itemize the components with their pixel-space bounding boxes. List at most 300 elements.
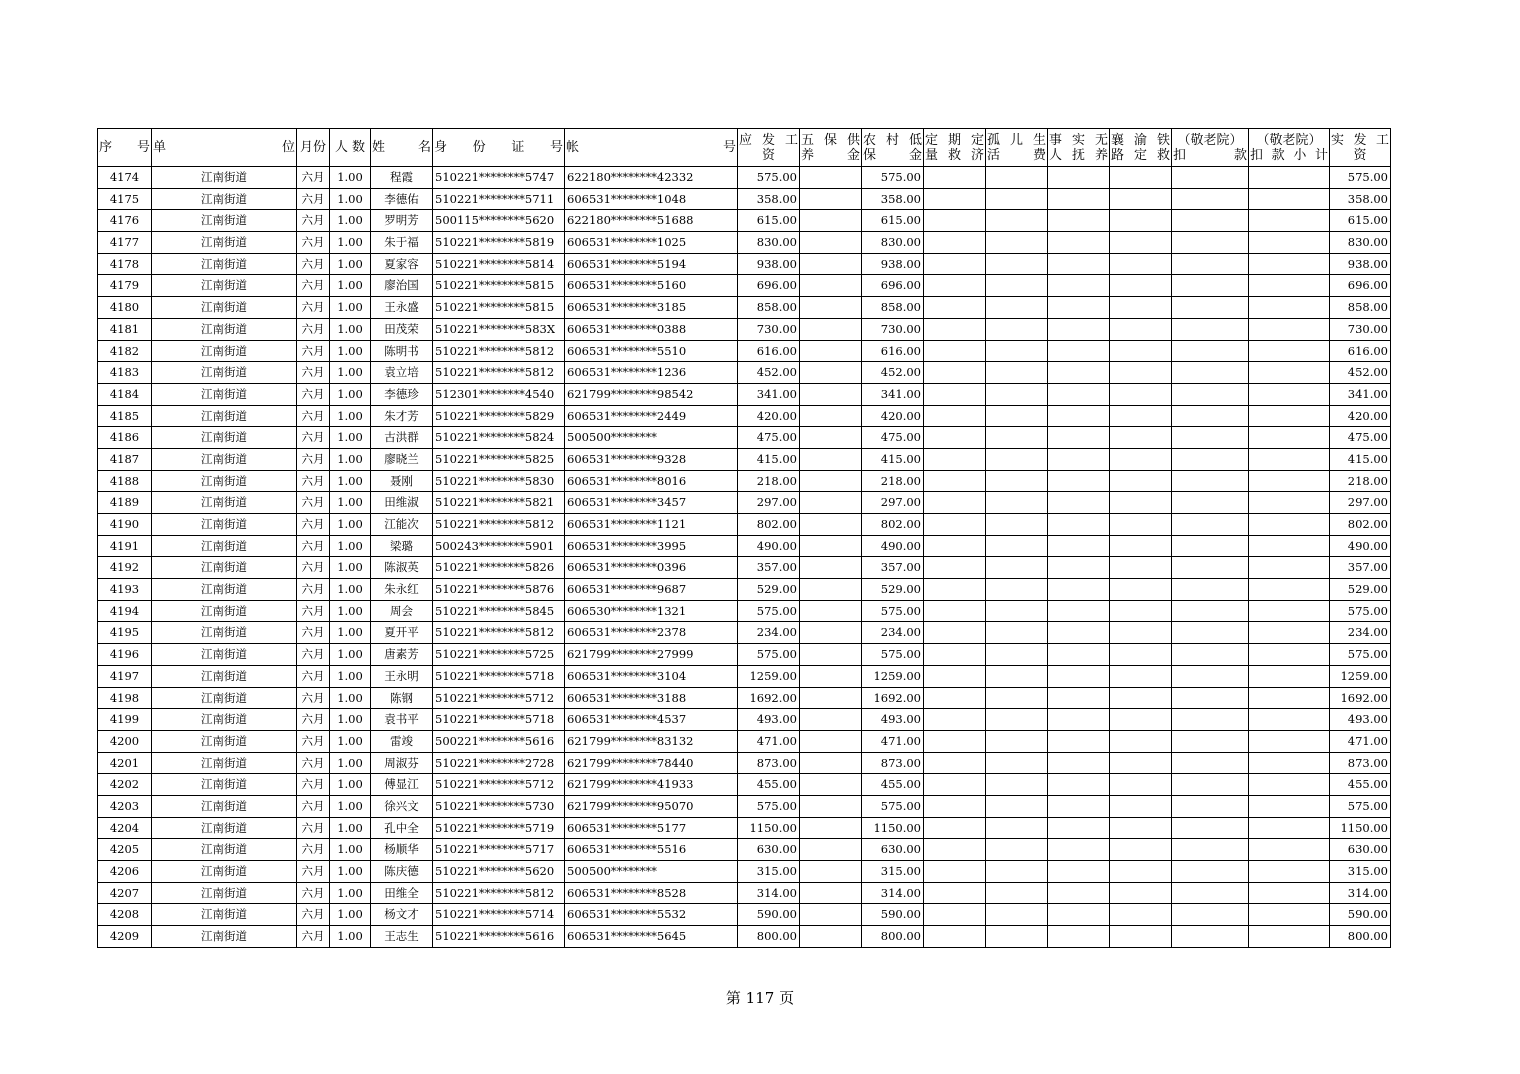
cell-xiangyu <box>1110 492 1172 514</box>
cell-shishi <box>1048 362 1110 384</box>
cell-should-pay: 575.00 <box>738 167 800 189</box>
cell-id: 510221********5814 <box>433 253 565 275</box>
cell-dibao: 800.00 <box>862 926 924 948</box>
cell-xiangyu <box>1110 535 1172 557</box>
cell-count: 1.00 <box>330 709 371 731</box>
cell-should-pay: 873.00 <box>738 752 800 774</box>
cell-jinglaoyuan-deduct <box>1172 557 1249 579</box>
cell-jinglaoyuan-subtotal <box>1249 882 1330 904</box>
table-row <box>98 405 1391 427</box>
cell-actual-pay: 218.00 <box>1330 470 1391 492</box>
cell-guer <box>986 926 1048 948</box>
cell-jinglaoyuan-subtotal <box>1249 600 1330 622</box>
cell-actual-pay: 630.00 <box>1330 839 1391 861</box>
cell-account: 621799********41933 <box>565 774 738 796</box>
table-row <box>98 579 1391 601</box>
cell-jinglaoyuan-subtotal <box>1249 817 1330 839</box>
cell-shishi <box>1048 579 1110 601</box>
cell-id: 510221********5747 <box>433 167 565 189</box>
cell-guer <box>986 362 1048 384</box>
cell-shishi <box>1048 665 1110 687</box>
cell-id: 510221********5812 <box>433 362 565 384</box>
cell-unit: 江南街道 <box>152 622 297 644</box>
cell-jinglaoyuan-subtotal <box>1249 470 1330 492</box>
cell-shishi <box>1048 752 1110 774</box>
cell-seq: 4193 <box>98 579 152 601</box>
cell-dingliang <box>924 644 986 666</box>
cell-wubao <box>800 579 862 601</box>
cell-jinglaoyuan-subtotal <box>1249 774 1330 796</box>
cell-seq: 4187 <box>98 448 152 470</box>
cell-id: 510221********5714 <box>433 904 565 926</box>
cell-month: 六月 <box>297 297 330 319</box>
cell-xiangyu <box>1110 405 1172 427</box>
table-row <box>98 752 1391 774</box>
cell-month: 六月 <box>297 687 330 709</box>
col-header-wubao: 五 保 供 养 金 <box>800 129 862 167</box>
cell-should-pay: 1150.00 <box>738 817 800 839</box>
cell-unit: 江南街道 <box>152 926 297 948</box>
cell-unit: 江南街道 <box>152 297 297 319</box>
cell-count: 1.00 <box>330 210 371 232</box>
cell-seq: 4191 <box>98 535 152 557</box>
cell-jinglaoyuan-deduct <box>1172 275 1249 297</box>
cell-count: 1.00 <box>330 926 371 948</box>
cell-count: 1.00 <box>330 644 371 666</box>
cell-wubao <box>800 210 862 232</box>
cell-guer <box>986 210 1048 232</box>
cell-should-pay: 358.00 <box>738 188 800 210</box>
cell-dibao: 575.00 <box>862 600 924 622</box>
cell-guer <box>986 709 1048 731</box>
cell-count: 1.00 <box>330 622 371 644</box>
cell-guer <box>986 579 1048 601</box>
cell-wubao <box>800 362 862 384</box>
cell-month: 六月 <box>297 557 330 579</box>
cell-unit: 江南街道 <box>152 861 297 883</box>
cell-jinglaoyuan-deduct <box>1172 600 1249 622</box>
cell-dibao: 802.00 <box>862 514 924 536</box>
cell-shishi <box>1048 210 1110 232</box>
cell-shishi <box>1048 557 1110 579</box>
cell-xiangyu <box>1110 904 1172 926</box>
cell-wubao <box>800 644 862 666</box>
cell-name: 杨顺华 <box>371 839 433 861</box>
cell-wubao <box>800 340 862 362</box>
cell-name: 陈庆德 <box>371 861 433 883</box>
cell-shishi <box>1048 861 1110 883</box>
cell-unit: 江南街道 <box>152 188 297 210</box>
cell-month: 六月 <box>297 340 330 362</box>
cell-name: 陈明书 <box>371 340 433 362</box>
cell-id: 510221********5718 <box>433 665 565 687</box>
cell-jinglaoyuan-subtotal <box>1249 535 1330 557</box>
cell-month: 六月 <box>297 470 330 492</box>
cell-guer <box>986 470 1048 492</box>
cell-dibao: 590.00 <box>862 904 924 926</box>
cell-account: 606531********5532 <box>565 904 738 926</box>
cell-should-pay: 341.00 <box>738 383 800 405</box>
cell-id: 510221********5711 <box>433 188 565 210</box>
cell-jinglaoyuan-deduct <box>1172 687 1249 709</box>
cell-month: 六月 <box>297 817 330 839</box>
table-row <box>98 795 1391 817</box>
cell-name: 李德佑 <box>371 188 433 210</box>
col-header-should-pay: 应 发 工 资 <box>738 129 800 167</box>
cell-should-pay: 234.00 <box>738 622 800 644</box>
cell-should-pay: 802.00 <box>738 514 800 536</box>
cell-should-pay: 452.00 <box>738 362 800 384</box>
cell-month: 六月 <box>297 579 330 601</box>
cell-month: 六月 <box>297 232 330 254</box>
cell-wubao <box>800 600 862 622</box>
cell-xiangyu <box>1110 861 1172 883</box>
cell-jinglaoyuan-subtotal <box>1249 448 1330 470</box>
cell-actual-pay: 575.00 <box>1330 644 1391 666</box>
cell-jinglaoyuan-deduct <box>1172 795 1249 817</box>
cell-should-pay: 615.00 <box>738 210 800 232</box>
cell-dibao: 830.00 <box>862 232 924 254</box>
cell-seq: 4174 <box>98 167 152 189</box>
cell-guer <box>986 405 1048 427</box>
cell-guer <box>986 535 1048 557</box>
cell-dibao: 358.00 <box>862 188 924 210</box>
cell-actual-pay: 830.00 <box>1330 232 1391 254</box>
cell-count: 1.00 <box>330 839 371 861</box>
cell-name: 傅显江 <box>371 774 433 796</box>
cell-name: 田维淑 <box>371 492 433 514</box>
table-row <box>98 383 1391 405</box>
cell-account: 500500******** <box>565 427 738 449</box>
cell-guer <box>986 557 1048 579</box>
cell-jinglaoyuan-subtotal <box>1249 318 1330 340</box>
cell-id: 510221********5824 <box>433 427 565 449</box>
cell-xiangyu <box>1110 752 1172 774</box>
cell-shishi <box>1048 492 1110 514</box>
col-header-account: 帐 号 <box>565 129 738 167</box>
cell-jinglaoyuan-subtotal <box>1249 362 1330 384</box>
cell-guer <box>986 730 1048 752</box>
cell-xiangyu <box>1110 318 1172 340</box>
cell-guer <box>986 622 1048 644</box>
cell-month: 六月 <box>297 405 330 427</box>
cell-should-pay: 938.00 <box>738 253 800 275</box>
table-row <box>98 861 1391 883</box>
cell-account: 500500******** <box>565 861 738 883</box>
cell-count: 1.00 <box>330 318 371 340</box>
cell-guer <box>986 514 1048 536</box>
cell-month: 六月 <box>297 622 330 644</box>
cell-dibao: 575.00 <box>862 644 924 666</box>
cell-dingliang <box>924 579 986 601</box>
cell-shishi <box>1048 383 1110 405</box>
cell-dingliang <box>924 188 986 210</box>
cell-name: 夏家容 <box>371 253 433 275</box>
cell-shishi <box>1048 535 1110 557</box>
cell-xiangyu <box>1110 448 1172 470</box>
cell-account: 622180********42332 <box>565 167 738 189</box>
cell-wubao <box>800 687 862 709</box>
cell-guer <box>986 665 1048 687</box>
cell-count: 1.00 <box>330 730 371 752</box>
col-header-dibao: 农 村 低 保 金 <box>862 129 924 167</box>
cell-jinglaoyuan-subtotal <box>1249 275 1330 297</box>
cell-id: 510221********5620 <box>433 861 565 883</box>
cell-count: 1.00 <box>330 188 371 210</box>
cell-dibao: 575.00 <box>862 795 924 817</box>
cell-xiangyu <box>1110 709 1172 731</box>
cell-jinglaoyuan-deduct <box>1172 861 1249 883</box>
cell-guer <box>986 340 1048 362</box>
cell-unit: 江南街道 <box>152 210 297 232</box>
cell-xiangyu <box>1110 340 1172 362</box>
cell-name: 袁立培 <box>371 362 433 384</box>
cell-guer <box>986 253 1048 275</box>
cell-id: 510221********5725 <box>433 644 565 666</box>
cell-account: 621799********27999 <box>565 644 738 666</box>
cell-jinglaoyuan-deduct <box>1172 318 1249 340</box>
cell-shishi <box>1048 448 1110 470</box>
cell-id: 510221********5812 <box>433 340 565 362</box>
col-header-name: 姓 名 <box>371 129 433 167</box>
cell-dingliang <box>924 817 986 839</box>
cell-name: 廖晓兰 <box>371 448 433 470</box>
cell-name: 田维全 <box>371 882 433 904</box>
cell-account: 606531********5160 <box>565 275 738 297</box>
page-number: 第 117 页 <box>725 989 795 1007</box>
cell-dibao: 1150.00 <box>862 817 924 839</box>
cell-jinglaoyuan-deduct <box>1172 926 1249 948</box>
cell-account: 606531********2378 <box>565 622 738 644</box>
cell-unit: 江南街道 <box>152 514 297 536</box>
cell-actual-pay: 858.00 <box>1330 297 1391 319</box>
cell-name: 周淑芬 <box>371 752 433 774</box>
cell-name: 雷竣 <box>371 730 433 752</box>
table-row <box>98 557 1391 579</box>
cell-dibao: 297.00 <box>862 492 924 514</box>
cell-wubao <box>800 665 862 687</box>
cell-guer <box>986 861 1048 883</box>
cell-count: 1.00 <box>330 795 371 817</box>
cell-account: 606531********1236 <box>565 362 738 384</box>
cell-dibao: 415.00 <box>862 448 924 470</box>
cell-shishi <box>1048 275 1110 297</box>
cell-seq: 4206 <box>98 861 152 883</box>
cell-wubao <box>800 709 862 731</box>
cell-should-pay: 420.00 <box>738 405 800 427</box>
header-row <box>98 129 1391 167</box>
cell-xiangyu <box>1110 839 1172 861</box>
table-row <box>98 882 1391 904</box>
cell-jinglaoyuan-subtotal <box>1249 383 1330 405</box>
cell-id: 510221********5815 <box>433 297 565 319</box>
cell-actual-pay: 730.00 <box>1330 318 1391 340</box>
col-header-id: 身 份 证 号 <box>433 129 565 167</box>
cell-xiangyu <box>1110 188 1172 210</box>
table-row <box>98 232 1391 254</box>
cell-name: 罗明芳 <box>371 210 433 232</box>
cell-account: 606531********9328 <box>565 448 738 470</box>
cell-account: 606531********8528 <box>565 882 738 904</box>
cell-name: 王志生 <box>371 926 433 948</box>
cell-seq: 4202 <box>98 774 152 796</box>
cell-jinglaoyuan-deduct <box>1172 188 1249 210</box>
cell-dingliang <box>924 210 986 232</box>
cell-shishi <box>1048 687 1110 709</box>
cell-dingliang <box>924 448 986 470</box>
cell-count: 1.00 <box>330 167 371 189</box>
cell-id: 510221********5712 <box>433 687 565 709</box>
cell-jinglaoyuan-subtotal <box>1249 904 1330 926</box>
cell-guer <box>986 383 1048 405</box>
cell-dingliang <box>924 665 986 687</box>
table-row <box>98 622 1391 644</box>
col-header-month: 月份 <box>297 129 330 167</box>
cell-shishi <box>1048 514 1110 536</box>
cell-month: 六月 <box>297 210 330 232</box>
cell-month: 六月 <box>297 861 330 883</box>
cell-shishi <box>1048 926 1110 948</box>
cell-id: 500115********5620 <box>433 210 565 232</box>
cell-wubao <box>800 427 862 449</box>
cell-count: 1.00 <box>330 427 371 449</box>
cell-should-pay: 490.00 <box>738 535 800 557</box>
cell-actual-pay: 873.00 <box>1330 752 1391 774</box>
cell-month: 六月 <box>297 752 330 774</box>
cell-xiangyu <box>1110 817 1172 839</box>
cell-month: 六月 <box>297 362 330 384</box>
cell-actual-pay: 616.00 <box>1330 340 1391 362</box>
cell-dingliang <box>924 340 986 362</box>
cell-count: 1.00 <box>330 665 371 687</box>
table-row <box>98 730 1391 752</box>
cell-actual-pay: 800.00 <box>1330 926 1391 948</box>
cell-count: 1.00 <box>330 882 371 904</box>
cell-wubao <box>800 492 862 514</box>
cell-wubao <box>800 904 862 926</box>
cell-seq: 4192 <box>98 557 152 579</box>
cell-wubao <box>800 232 862 254</box>
cell-dingliang <box>924 383 986 405</box>
cell-should-pay: 493.00 <box>738 709 800 731</box>
cell-wubao <box>800 514 862 536</box>
cell-jinglaoyuan-deduct <box>1172 492 1249 514</box>
cell-account: 606531********5177 <box>565 817 738 839</box>
cell-account: 621799********83132 <box>565 730 738 752</box>
cell-wubao <box>800 622 862 644</box>
cell-count: 1.00 <box>330 232 371 254</box>
cell-dibao: 341.00 <box>862 383 924 405</box>
cell-should-pay: 575.00 <box>738 795 800 817</box>
cell-guer <box>986 188 1048 210</box>
cell-actual-pay: 315.00 <box>1330 861 1391 883</box>
cell-id: 512301********4540 <box>433 383 565 405</box>
cell-jinglaoyuan-deduct <box>1172 383 1249 405</box>
cell-id: 510221********5718 <box>433 709 565 731</box>
cell-shishi <box>1048 405 1110 427</box>
cell-id: 510221********5730 <box>433 795 565 817</box>
cell-shishi <box>1048 730 1110 752</box>
cell-xiangyu <box>1110 579 1172 601</box>
cell-xiangyu <box>1110 644 1172 666</box>
cell-wubao <box>800 557 862 579</box>
cell-month: 六月 <box>297 644 330 666</box>
cell-account: 606531********5516 <box>565 839 738 861</box>
cell-dibao: 630.00 <box>862 839 924 861</box>
cell-wubao <box>800 882 862 904</box>
cell-unit: 江南街道 <box>152 340 297 362</box>
cell-should-pay: 590.00 <box>738 904 800 926</box>
cell-jinglaoyuan-deduct <box>1172 579 1249 601</box>
cell-xiangyu <box>1110 210 1172 232</box>
cell-count: 1.00 <box>330 579 371 601</box>
cell-jinglaoyuan-deduct <box>1172 817 1249 839</box>
cell-jinglaoyuan-deduct <box>1172 535 1249 557</box>
table-row <box>98 210 1391 232</box>
cell-actual-pay: 357.00 <box>1330 557 1391 579</box>
cell-count: 1.00 <box>330 297 371 319</box>
cell-seq: 4194 <box>98 600 152 622</box>
cell-unit: 江南街道 <box>152 839 297 861</box>
cell-account: 622180********51688 <box>565 210 738 232</box>
cell-id: 510221********5876 <box>433 579 565 601</box>
cell-dingliang <box>924 492 986 514</box>
cell-guer <box>986 600 1048 622</box>
cell-seq: 4185 <box>98 405 152 427</box>
cell-unit: 江南街道 <box>152 795 297 817</box>
cell-shishi <box>1048 470 1110 492</box>
cell-account: 606531********4537 <box>565 709 738 731</box>
cell-account: 606531********3457 <box>565 492 738 514</box>
cell-actual-pay: 490.00 <box>1330 535 1391 557</box>
cell-count: 1.00 <box>330 904 371 926</box>
cell-seq: 4198 <box>98 687 152 709</box>
cell-seq: 4190 <box>98 514 152 536</box>
col-header-jinglaoyuan-deduct: （敬老院） 扣 款 <box>1172 129 1249 167</box>
cell-xiangyu <box>1110 427 1172 449</box>
cell-id: 510221********2728 <box>433 752 565 774</box>
cell-count: 1.00 <box>330 448 371 470</box>
col-header-guer: 孤 儿 生 活 费 <box>986 129 1048 167</box>
cell-name: 袁书平 <box>371 709 433 731</box>
cell-jinglaoyuan-subtotal <box>1249 340 1330 362</box>
cell-wubao <box>800 297 862 319</box>
cell-unit: 江南街道 <box>152 882 297 904</box>
cell-name: 杨文才 <box>371 904 433 926</box>
cell-jinglaoyuan-subtotal <box>1249 232 1330 254</box>
cell-month: 六月 <box>297 318 330 340</box>
cell-dibao: 858.00 <box>862 297 924 319</box>
cell-id: 510221********583X <box>433 318 565 340</box>
table-row <box>98 926 1391 948</box>
cell-dingliang <box>924 297 986 319</box>
cell-should-pay: 730.00 <box>738 318 800 340</box>
cell-xiangyu <box>1110 362 1172 384</box>
cell-shishi <box>1048 232 1110 254</box>
table-row <box>98 275 1391 297</box>
cell-jinglaoyuan-deduct <box>1172 752 1249 774</box>
cell-guer <box>986 644 1048 666</box>
cell-month: 六月 <box>297 926 330 948</box>
cell-id: 510221********5812 <box>433 514 565 536</box>
cell-should-pay: 475.00 <box>738 427 800 449</box>
cell-seq: 4199 <box>98 709 152 731</box>
cell-seq: 4196 <box>98 644 152 666</box>
cell-account: 606531********9687 <box>565 579 738 601</box>
cell-should-pay: 696.00 <box>738 275 800 297</box>
cell-should-pay: 1259.00 <box>738 665 800 687</box>
cell-unit: 江南街道 <box>152 600 297 622</box>
